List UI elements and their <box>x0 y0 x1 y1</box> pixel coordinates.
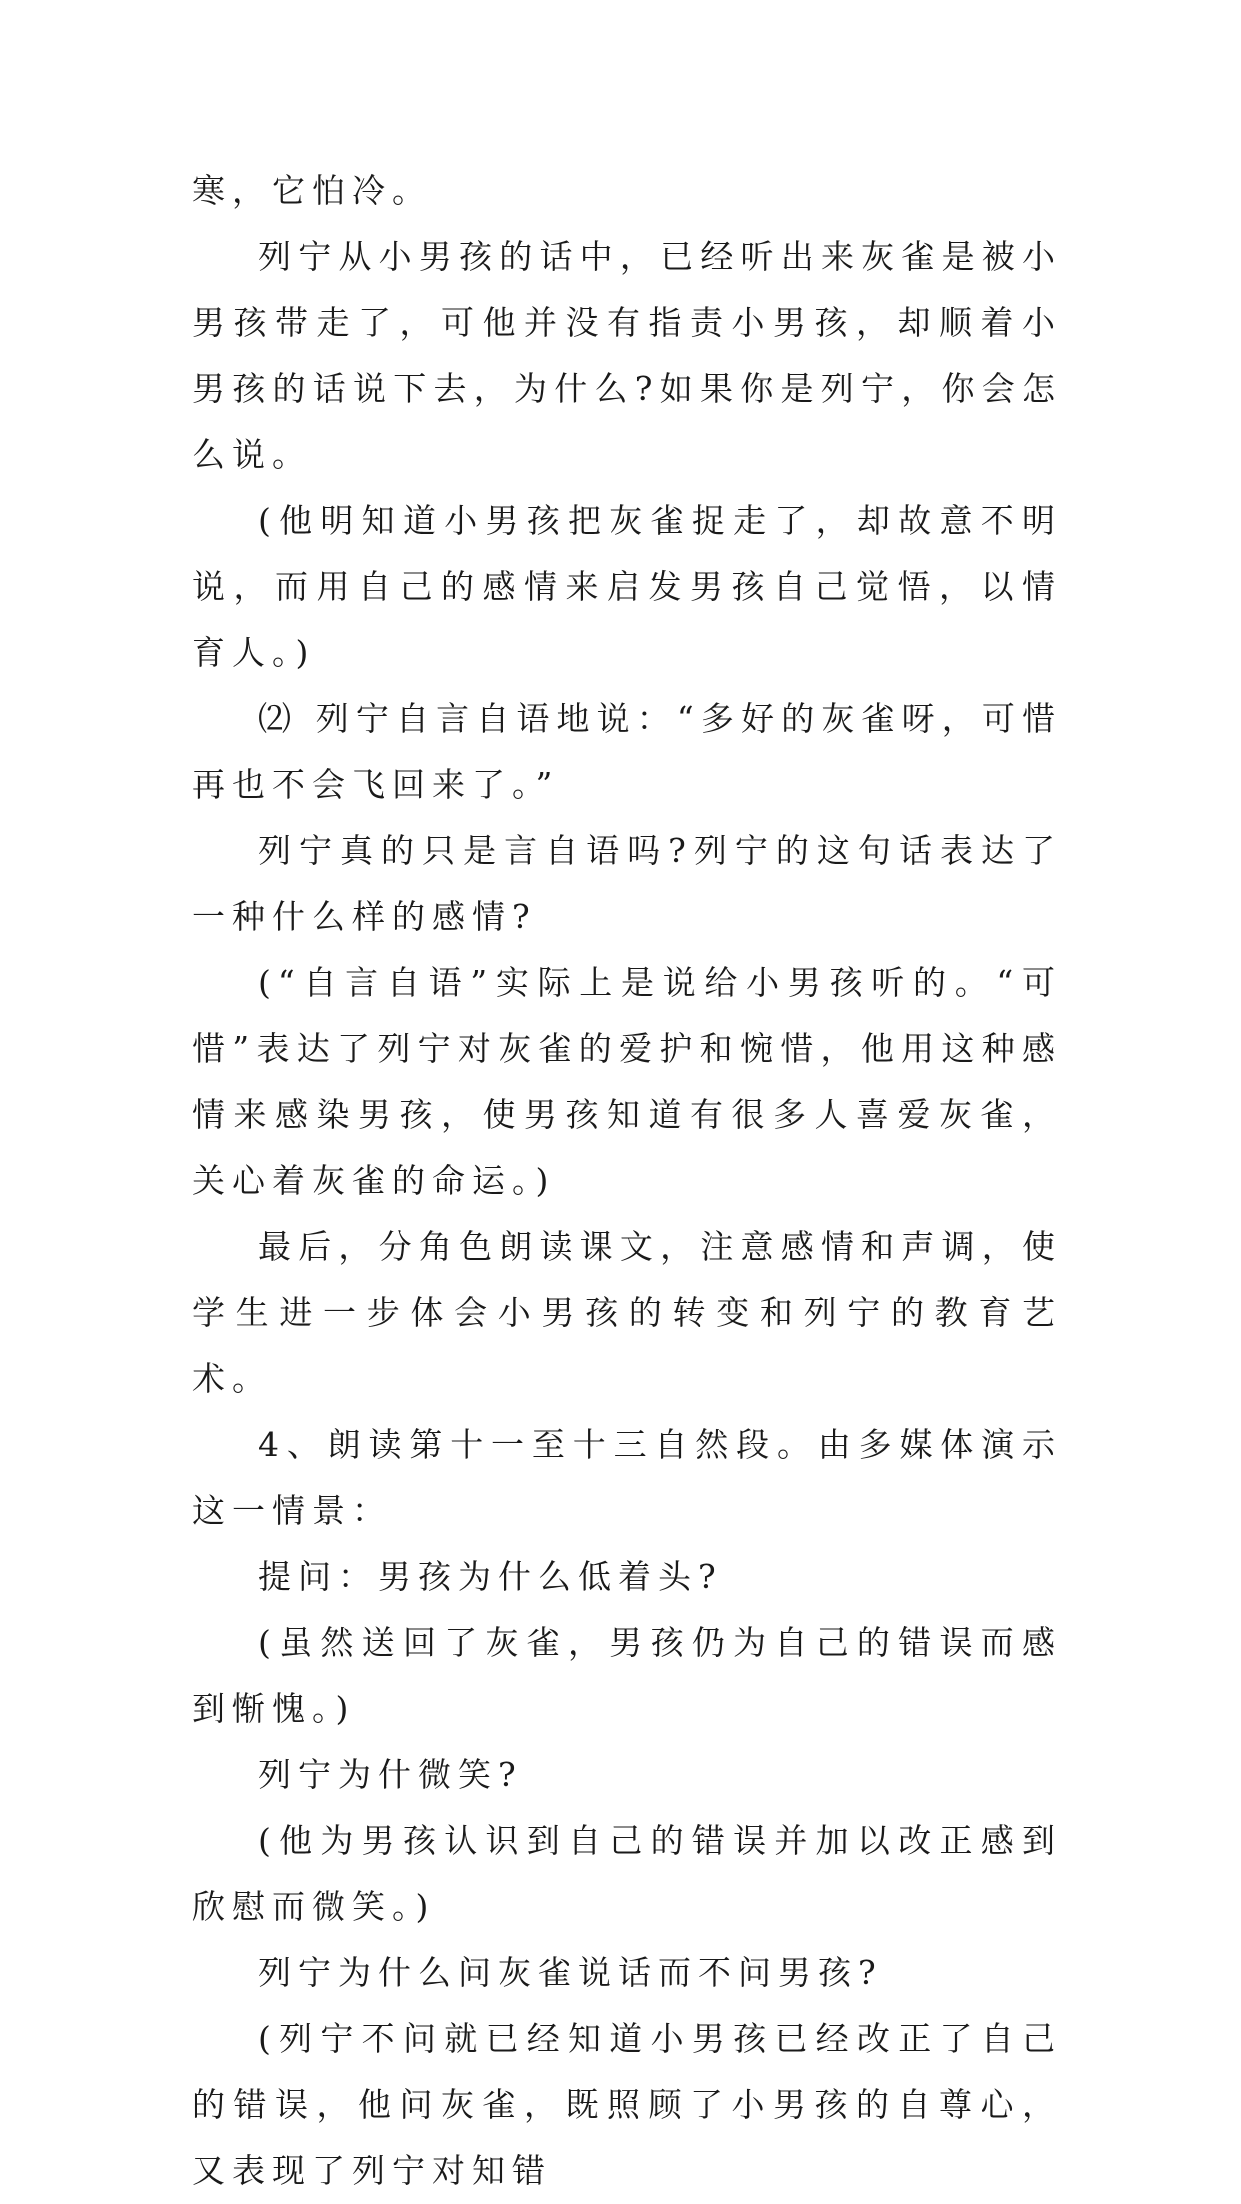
paragraph: 4、朗读第十一至十三自然段。由多媒体演示这一情景： <box>192 1425 1062 1530</box>
paragraph: 最后，分角色朗读课文，注意感情和声调，使学生进一步体会小男孩的转变和列宁的教育艺术。 <box>192 1227 1062 1398</box>
paragraph: (列宁不问就已经知道小男孩已经改正了自己的错误，他问灰雀，既照顾了小男孩的自尊心，又表现了列宁对知错 <box>192 2019 1062 2190</box>
paragraph: 提问：男孩为什么低着头? <box>258 1557 723 1596</box>
paragraph: (“自言自语”实际上是说给小男孩听的。“可惜”表达了列宁对灰雀的爱护和惋惜，他用这种感情来感染男孩，使男孩知道有很多人喜爱灰雀，关心着灰雀的命运。) <box>192 963 1062 1200</box>
paragraph: 寒，它怕冷。 <box>192 171 432 210</box>
paragraph: 列宁真的只是言自语吗?列宁的这句话表达了一种什么样的感情? <box>192 831 1062 936</box>
paragraph: ⑵ 列宁自言自语地说：“多好的灰雀呀，可惜再也不会飞回来了。” <box>192 699 1062 804</box>
paragraph: 列宁从小男孩的话中，已经听出来灰雀是被小男孩带走了，可他并没有指责小男孩，却顺着小男孩的话说下去，为什么?如果你是列宁，你会怎么说。 <box>192 237 1062 474</box>
paragraph: (虽然送回了灰雀，男孩仍为自己的错误而感到惭愧。) <box>192 1623 1062 1728</box>
paragraph: (他明知道小男孩把灰雀捉走了，却故意不明说，而用自己的感情来启发男孩自己觉悟，以情育人。) <box>192 501 1062 672</box>
document-body <box>192 158 1062 2204</box>
paragraph: 列宁为什么问灰雀说话而不问男孩? <box>258 1953 883 1992</box>
paragraph: (他为男孩认识到自己的错误并加以改正感到欣慰而微笑。) <box>192 1821 1062 1926</box>
paragraph: 列宁为什微笑? <box>258 1755 523 1794</box>
